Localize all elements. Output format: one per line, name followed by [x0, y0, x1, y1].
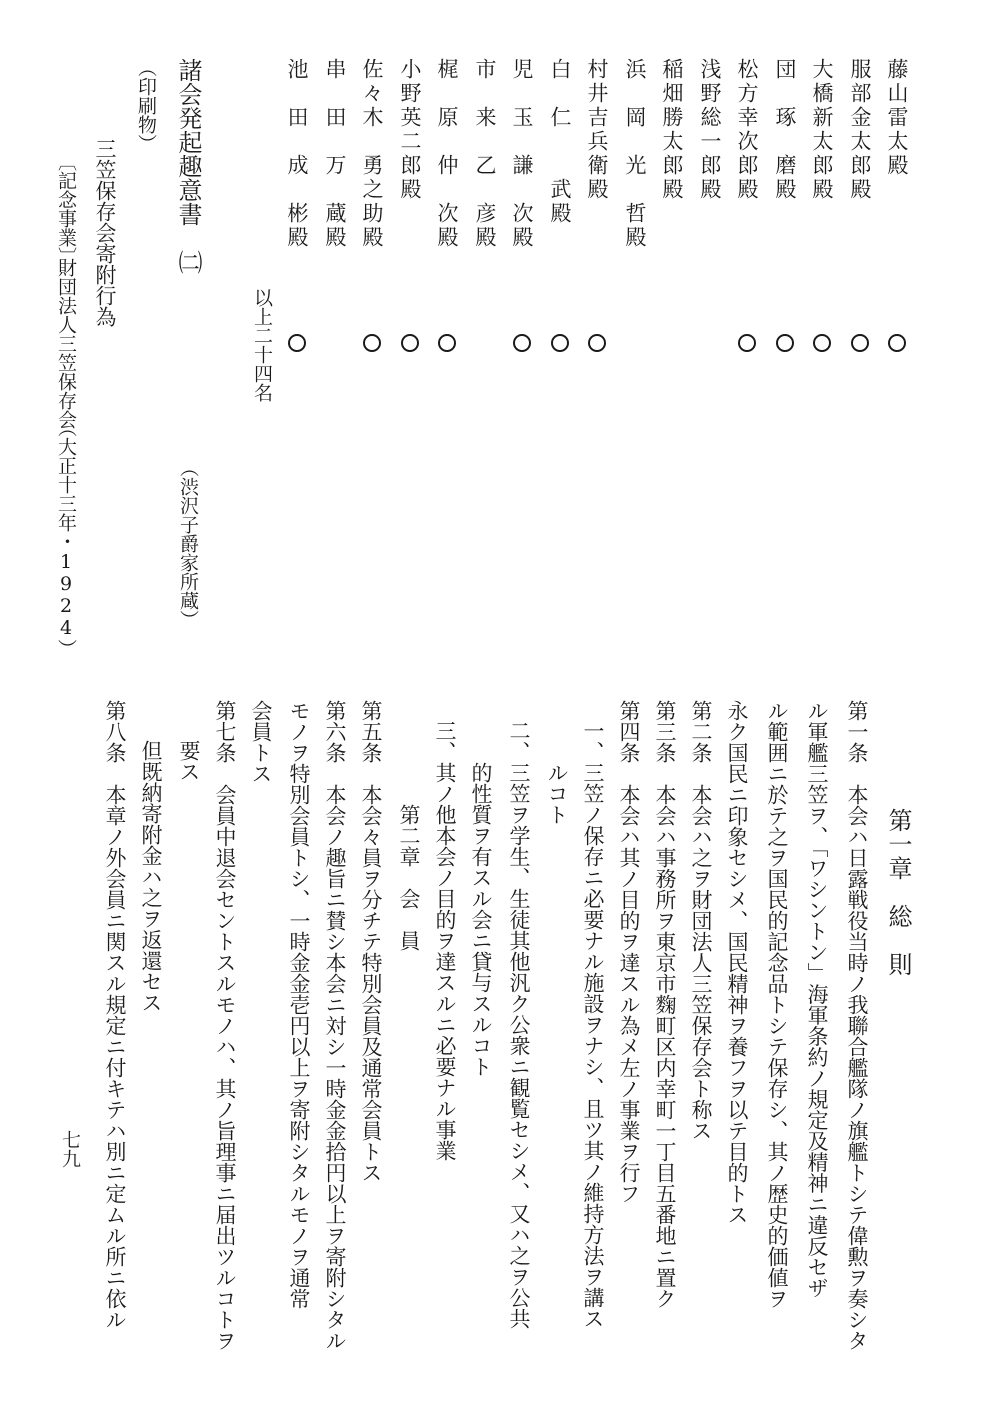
article-1-line-4: 永ク国民ニ印象セシメ、国民精神ヲ養フヲ以テ目的トス	[725, 700, 749, 1225]
item-2-line-1: 二、三笠ヲ学生、生徒其他汎ク公衆ニ観覧セシメ、又ハ之ヲ公共	[507, 720, 531, 1329]
circle-mark-icon	[438, 334, 456, 352]
era-year: （大正十三年・1924）	[55, 418, 77, 658]
source-note: （渋沢子爵家所蔵）	[177, 458, 199, 629]
circle-mark-icon	[588, 334, 606, 352]
member-name: 浅野総一郎殿	[698, 58, 722, 202]
circle-mark-icon	[738, 334, 756, 352]
member-name: 松方幸次郎殿	[735, 58, 759, 202]
total-count: 以上二十四名	[251, 288, 273, 402]
member-name: 稲畑勝太郎殿	[660, 58, 684, 202]
article-7-line-1: 第七条 会員中退会セントスルモノハ、其ノ旨理事ニ届出ツルコトヲ	[213, 700, 237, 1351]
member-name: 団 琢 磨殿	[773, 58, 797, 202]
member-name: 服部金太郎殿	[848, 58, 872, 202]
circle-mark-icon	[363, 334, 381, 352]
circle-mark-icon	[851, 334, 869, 352]
circle-mark-icon	[513, 334, 531, 352]
printed-label: （印刷物）	[135, 58, 157, 153]
document-title: 諸会発起趣意書 ㈡	[174, 58, 202, 274]
donation-act-title: 三笠保存会寄附行為	[93, 138, 117, 327]
issuer-name: 財団法人三笠保存会	[55, 258, 77, 429]
article-7-line-2: 要ス	[177, 740, 201, 782]
member-name: 市 来 乙 彦殿	[473, 58, 497, 250]
item-2-line-2: 的性質ヲ有スル会ニ貸与スルコト	[469, 762, 493, 1077]
item-1-line-2: ルコト	[545, 762, 569, 825]
article-7-line-3: 但既納寄附金ハ之ヲ返還セス	[139, 740, 163, 1013]
circle-mark-icon	[888, 334, 906, 352]
category-label: 〔記念事業〕	[55, 152, 77, 266]
circle-mark-icon	[288, 334, 306, 352]
chapter-1-heading: 第一章 総 則	[884, 808, 912, 976]
item-3: 三、其ノ他本会ノ目的ヲ達スルニ必要ナル事業	[433, 720, 457, 1161]
circle-mark-icon	[813, 334, 831, 352]
member-name: 児 玉 謙 次殿	[510, 58, 534, 250]
article-2: 第二条 本会ハ之ヲ財団法人三笠保存会ト称ス	[689, 700, 713, 1141]
member-name: 梶 原 仲 次殿	[435, 58, 459, 250]
item-1-line-1: 一、三笠ノ保存ニ必要ナル施設ヲナシ、且ツ其ノ維持方法ヲ講ス	[581, 720, 605, 1329]
member-name: 大橋新太郎殿	[810, 58, 834, 202]
article-8: 第八条 本章ノ外会員ニ関スル規定ニ付キテハ別ニ定ムル所ニ依ル	[103, 700, 127, 1330]
article-4: 第四条 本会ハ其ノ目的ヲ達スル為メ左ノ事業ヲ行フ	[617, 700, 641, 1204]
article-1-line-2: ル軍艦三笠ヲ、「ワシントン」海軍条約ノ規定及精神ニ違反セザ	[805, 700, 829, 1299]
member-name: 串 田 万 蔵殿	[323, 58, 347, 250]
article-6-line-2: モノヲ特別会員トシ、一時金金壱円以上ヲ寄附シタルモノヲ通常	[287, 700, 311, 1309]
circle-mark-icon	[401, 334, 419, 352]
member-name: 浜 岡 光 哲殿	[623, 58, 647, 250]
circle-mark-icon	[776, 334, 794, 352]
member-name: 小野英二郎殿	[398, 58, 422, 202]
chapter-2-heading: 第二章 会 員	[397, 804, 421, 951]
article-6-line-1: 第六条 本会ノ趣旨ニ賛シ本会ニ対シ一時金金拾円以上ヲ寄附シタル	[323, 700, 347, 1351]
article-3: 第三条 本会ハ事務所ヲ東京市麴町区内幸町一丁目五番地ニ置ク	[653, 700, 677, 1309]
article-6-line-3: 会員トス	[249, 700, 273, 784]
member-name: 佐々木 勇之助殿	[360, 58, 384, 250]
member-name: 池 田 成 彬殿	[285, 58, 309, 250]
circle-mark-icon	[551, 334, 569, 352]
member-name: 藤山雷太殿	[885, 58, 909, 178]
page-number: 七九	[59, 1130, 81, 1168]
article-1-line-3: ル範囲ニ於テ之ヲ国民的記念品トシテ保存シ、其ノ歴史的価値ヲ	[765, 700, 789, 1309]
member-name: 白 仁 武殿	[548, 58, 572, 226]
article-1-line-1: 第一条 本会ハ日露戦役当時ノ我聯合艦隊ノ旗艦トシテ偉勲ヲ奏シタ	[845, 700, 869, 1351]
member-name: 村井吉兵衛殿	[585, 58, 609, 202]
article-5: 第五条 本会々員ヲ分チテ特別会員及通常会員トス	[359, 700, 383, 1183]
